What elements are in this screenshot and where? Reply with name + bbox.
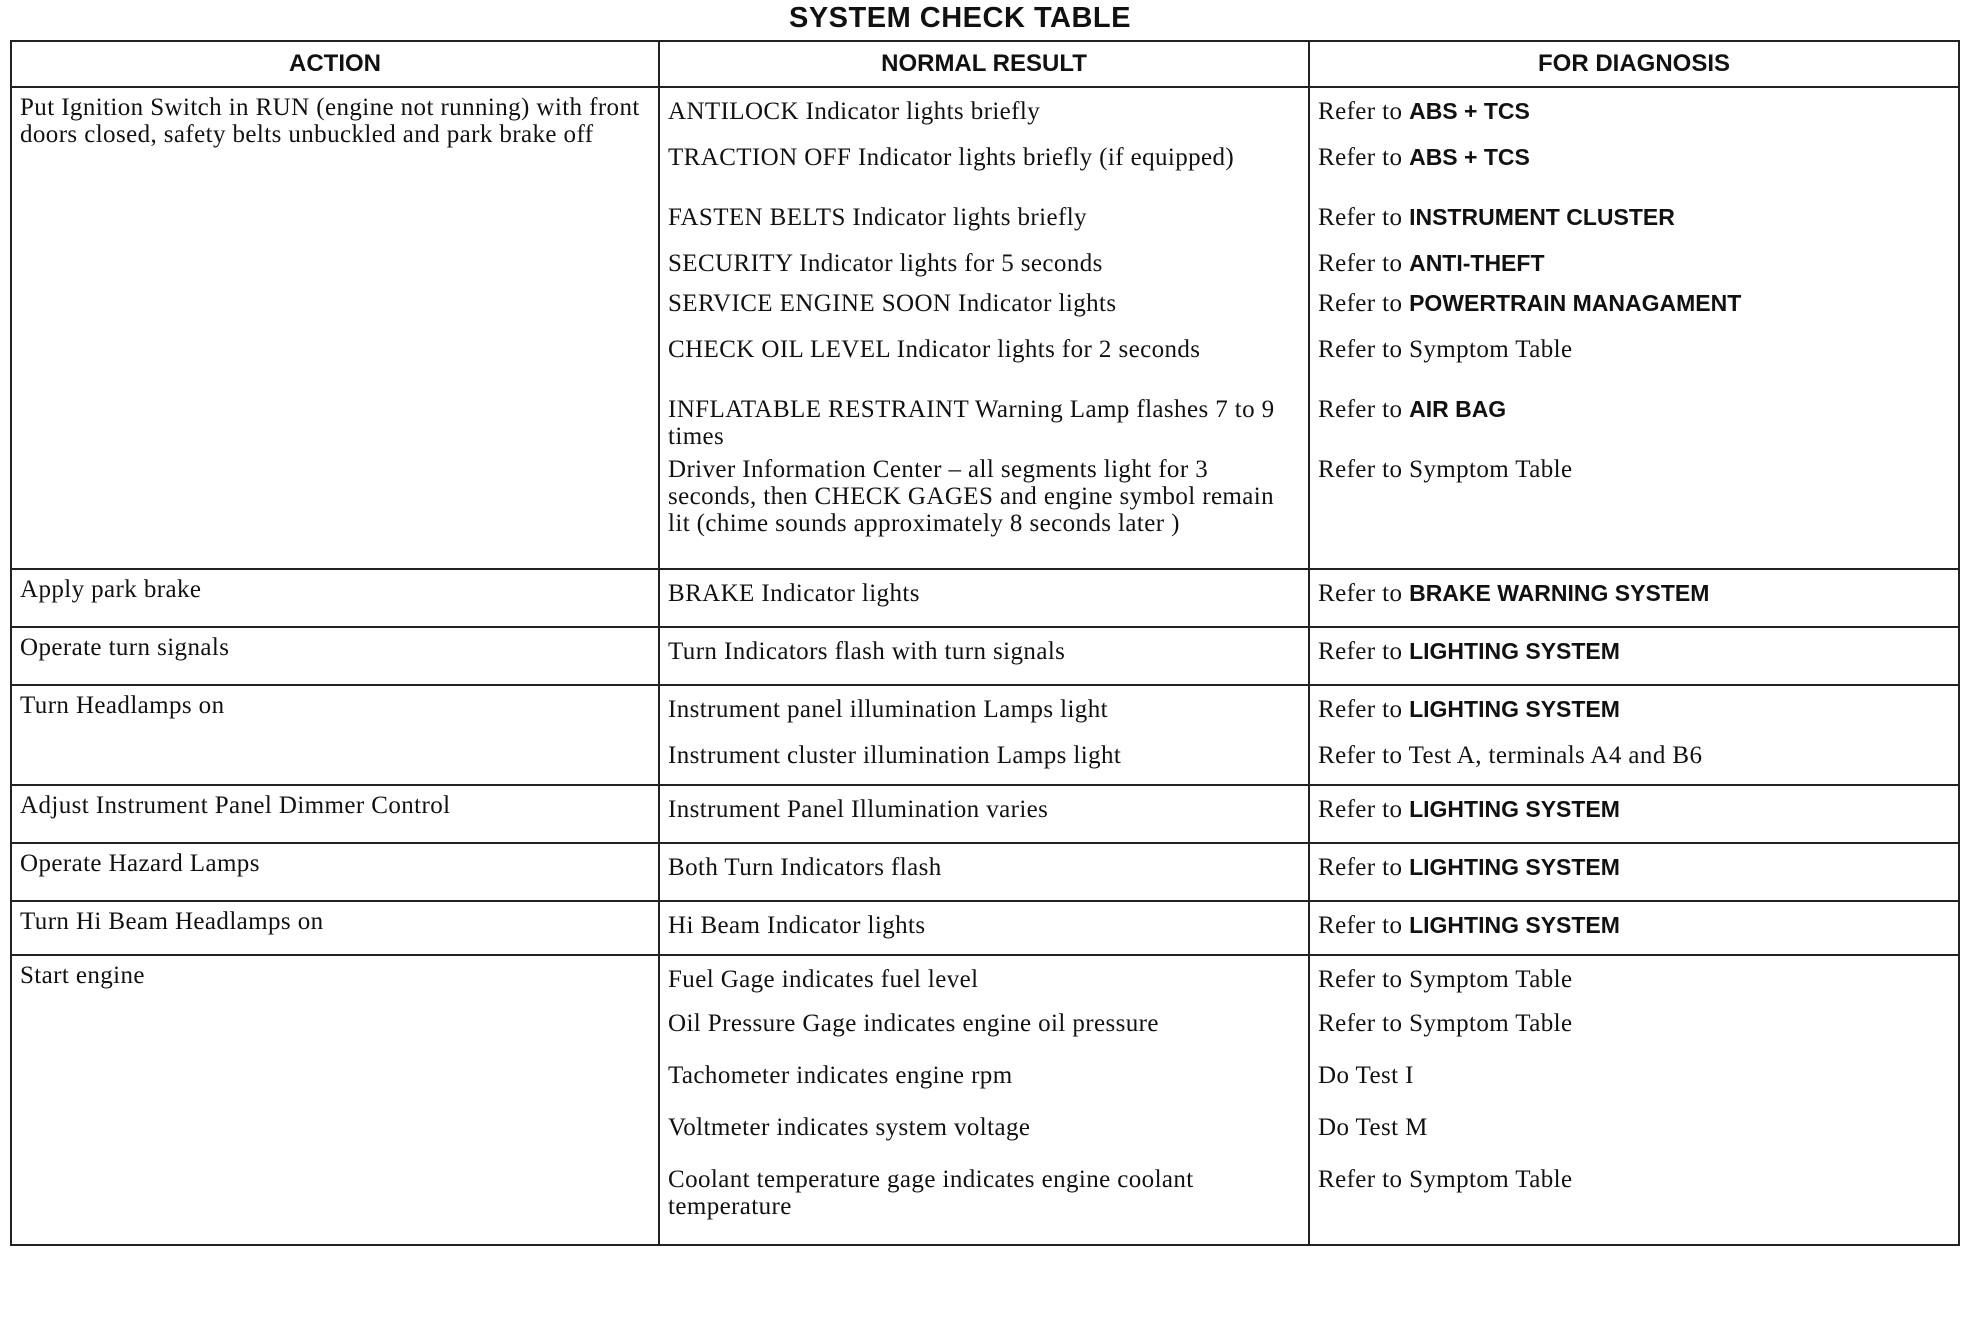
table-row <box>11 785 1959 843</box>
diagnosis-text <box>1310 1062 1958 1114</box>
for-diagnosis-cell <box>1309 627 1959 685</box>
diagnosis-text <box>1310 1166 1958 1244</box>
result-label: Coolant temperature gage indicates engine coolant temperature <box>668 1166 1194 1220</box>
action-cell <box>11 685 659 785</box>
result-label: Tachometer indicates engine rpm <box>668 1062 1013 1089</box>
result-label: Hi Beam Indicator lights <box>668 912 926 939</box>
diagnosis-text <box>1310 1114 1958 1166</box>
action-text: Apply park brake <box>20 576 202 603</box>
action-cell <box>11 843 659 901</box>
normal-result-cell <box>659 627 1309 685</box>
diagnosis-text <box>1310 204 1958 250</box>
system-check-table <box>10 40 1960 1246</box>
action-text: Operate turn signals <box>20 634 230 661</box>
diagnosis-prefix: Refer to <box>1318 204 1403 231</box>
normal-result-text <box>660 1062 1308 1114</box>
normal-result-text <box>660 396 1308 456</box>
table-row <box>11 87 1959 569</box>
result-label: INFLATABLE RESTRAINT Warning Lamp flashes 7 to 9 times <box>668 396 1275 450</box>
normal-result-text <box>660 250 1308 290</box>
table-row <box>11 901 1959 955</box>
normal-result-cell <box>659 901 1309 955</box>
diagnosis-line <box>1318 1114 1428 1141</box>
normal-result-cell <box>659 685 1309 785</box>
action-cell <box>11 569 659 627</box>
diagnosis-line <box>1318 1166 1572 1193</box>
diagnosis-text <box>1310 396 1958 456</box>
normal-result-text <box>660 456 1308 568</box>
table-row <box>11 627 1959 685</box>
result-label: Driver Information Center – all segments light for 3 seconds, then CHECK GAGES and engine symbol remain lit (chime sounds approximately 8 seconds later ) <box>668 456 1275 537</box>
for-diagnosis-cell <box>1309 955 1959 1245</box>
normal-result-text <box>660 336 1308 396</box>
result-label: Oil Pressure Gage indicates engine oil pressure <box>668 1010 1159 1037</box>
action-cell <box>11 901 659 955</box>
diagnosis-line <box>1318 1010 1572 1037</box>
for-diagnosis-cell <box>1309 843 1959 901</box>
normal-result-text <box>660 628 1308 684</box>
result-label: BRAKE Indicator lights <box>668 580 920 607</box>
diagnosis-prefix: Refer to <box>1318 250 1403 277</box>
for-diagnosis-cell <box>1309 785 1959 843</box>
table-row <box>11 955 1959 1245</box>
result-label: Turn Indicators flash with turn signals <box>668 638 1066 665</box>
diagnosis-text <box>1310 570 1958 626</box>
diagnosis-prefix: Refer to <box>1318 290 1403 317</box>
action-text: Turn Headlamps on <box>20 692 225 719</box>
for-diagnosis-cell <box>1309 87 1959 569</box>
table-row <box>11 685 1959 785</box>
action-cell <box>11 627 659 685</box>
diagnosis-text <box>1310 88 1958 144</box>
diagnosis-line <box>1318 290 1741 317</box>
diagnosis-reference: POWERTRAIN MANAGAMENT <box>1409 290 1742 316</box>
diagnosis-line <box>1318 336 1572 363</box>
diagnosis-prefix: Refer to <box>1318 580 1403 607</box>
result-label: TRACTION OFF Indicator lights briefly (if equipped) <box>668 144 1235 171</box>
diagnosis-line <box>1318 456 1572 483</box>
normal-result-text <box>660 290 1308 336</box>
action-text: Put Ignition Switch in RUN (engine not running) with front doors closed, safety belts unbuckled and park brake off <box>20 94 640 148</box>
diagnosis-prefix: Refer to Symptom Table <box>1318 456 1573 483</box>
action-text: Operate Hazard Lamps <box>20 850 260 877</box>
diagnosis-text <box>1310 902 1958 954</box>
diagnosis-prefix: Refer to <box>1318 912 1403 939</box>
diagnosis-text <box>1310 956 1958 1010</box>
normal-result-cell <box>659 569 1309 627</box>
diagnosis-text <box>1310 336 1958 396</box>
result-label: Fuel Gage indicates fuel level <box>668 966 979 993</box>
normal-result-text <box>660 144 1308 204</box>
table-header-row <box>11 41 1959 87</box>
diagnosis-prefix: Refer to Test A, terminals A4 and B6 <box>1318 742 1703 769</box>
page-title: SYSTEM CHECK TABLE <box>789 2 1131 34</box>
diagnosis-prefix: Refer to Symptom Table <box>1318 1010 1573 1037</box>
diagnosis-prefix: Refer to <box>1318 144 1403 171</box>
diagnosis-prefix: Refer to <box>1318 98 1403 125</box>
action-cell <box>11 955 659 1245</box>
diagnosis-line <box>1318 580 1709 607</box>
diagnosis-prefix: Refer to Symptom Table <box>1318 1166 1573 1193</box>
diagnosis-line <box>1318 966 1572 993</box>
normal-result-text <box>660 786 1308 842</box>
diagnosis-reference: AIR BAG <box>1409 396 1507 422</box>
diagnosis-reference: LIGHTING SYSTEM <box>1409 912 1620 938</box>
diagnosis-prefix: Refer to Symptom Table <box>1318 336 1573 363</box>
diagnosis-prefix: Refer to Symptom Table <box>1318 966 1573 993</box>
for-diagnosis-cell <box>1309 569 1959 627</box>
for-diagnosis-cell <box>1309 685 1959 785</box>
diagnosis-line <box>1318 144 1530 171</box>
normal-result-text <box>660 1114 1308 1166</box>
diagnosis-line <box>1318 638 1620 665</box>
diagnosis-line <box>1318 250 1545 277</box>
action-text: Adjust Instrument Panel Dimmer Control <box>20 792 451 819</box>
normal-result-cell <box>659 955 1309 1245</box>
diagnosis-line <box>1318 98 1530 125</box>
diagnosis-reference: LIGHTING SYSTEM <box>1409 638 1620 664</box>
result-label: CHECK OIL LEVEL Indicator lights for 2 seconds <box>668 336 1201 363</box>
result-label: SERVICE ENGINE SOON Indicator lights <box>668 290 1117 317</box>
diagnosis-reference: ANTI-THEFT <box>1409 250 1545 276</box>
diagnosis-reference: ABS + TCS <box>1409 144 1530 170</box>
diagnosis-text <box>1310 456 1958 568</box>
normal-result-text <box>660 88 1308 144</box>
diagnosis-prefix: Do Test I <box>1318 1062 1414 1089</box>
result-label: Instrument Panel Illumination varies <box>668 796 1049 823</box>
header-for-diagnosis: FOR DIAGNOSIS <box>1309 41 1959 87</box>
diagnosis-line <box>1318 1062 1414 1089</box>
normal-result-text <box>660 902 1308 954</box>
diagnosis-reference: LIGHTING SYSTEM <box>1409 796 1620 822</box>
diagnosis-line <box>1318 912 1620 939</box>
header-normal-result: NORMAL RESULT <box>659 41 1309 87</box>
for-diagnosis-cell <box>1309 901 1959 955</box>
diagnosis-line <box>1318 204 1675 231</box>
diagnosis-text <box>1310 290 1958 336</box>
diagnosis-line <box>1318 742 1702 769</box>
normal-result-cell <box>659 785 1309 843</box>
diagnosis-prefix: Refer to <box>1318 396 1403 423</box>
diagnosis-prefix: Do Test M <box>1318 1114 1428 1141</box>
normal-result-text <box>660 1166 1308 1244</box>
normal-result-text <box>660 956 1308 1010</box>
header-action: ACTION <box>11 41 659 87</box>
normal-result-text <box>660 844 1308 900</box>
normal-result-text <box>660 570 1308 626</box>
diagnosis-text <box>1310 1010 1958 1062</box>
diagnosis-reference: BRAKE WARNING SYSTEM <box>1409 580 1710 606</box>
normal-result-text <box>660 742 1308 784</box>
result-label: FASTEN BELTS Indicator lights briefly <box>668 204 1087 231</box>
result-label: Voltmeter indicates system voltage <box>668 1114 1031 1141</box>
diagnosis-text <box>1310 786 1958 842</box>
diagnosis-line <box>1318 796 1620 823</box>
diagnosis-reference: INSTRUMENT CLUSTER <box>1409 204 1675 230</box>
action-cell <box>11 785 659 843</box>
result-label: Instrument cluster illumination Lamps light <box>668 742 1122 769</box>
result-label: Instrument panel illumination Lamps light <box>668 696 1108 723</box>
normal-result-cell <box>659 843 1309 901</box>
diagnosis-text <box>1310 742 1958 784</box>
table-row <box>11 843 1959 901</box>
normal-result-cell <box>659 87 1309 569</box>
action-cell <box>11 87 659 569</box>
table-body <box>11 87 1959 1245</box>
diagnosis-line <box>1318 396 1506 423</box>
result-label: Both Turn Indicators flash <box>668 854 942 881</box>
normal-result-text <box>660 686 1308 742</box>
diagnosis-text <box>1310 686 1958 742</box>
diagnosis-reference: ABS + TCS <box>1409 98 1530 124</box>
diagnosis-text <box>1310 844 1958 900</box>
diagnosis-line <box>1318 696 1620 723</box>
normal-result-text <box>660 1010 1308 1062</box>
diagnosis-prefix: Refer to <box>1318 696 1403 723</box>
diagnosis-reference: LIGHTING SYSTEM <box>1409 696 1620 722</box>
action-text: Turn Hi Beam Headlamps on <box>20 908 324 935</box>
diagnosis-prefix: Refer to <box>1318 638 1403 665</box>
diagnosis-text <box>1310 628 1958 684</box>
action-text: Start engine <box>20 962 145 989</box>
diagnosis-text <box>1310 250 1958 290</box>
diagnosis-text <box>1310 144 1958 204</box>
table-row <box>11 569 1959 627</box>
normal-result-text <box>660 204 1308 250</box>
diagnosis-prefix: Refer to <box>1318 796 1403 823</box>
diagnosis-line <box>1318 854 1620 881</box>
diagnosis-reference: LIGHTING SYSTEM <box>1409 854 1620 880</box>
diagnosis-prefix: Refer to <box>1318 854 1403 881</box>
result-label: ANTILOCK Indicator lights briefly <box>668 98 1041 125</box>
result-label: SECURITY Indicator lights for 5 seconds <box>668 250 1103 277</box>
